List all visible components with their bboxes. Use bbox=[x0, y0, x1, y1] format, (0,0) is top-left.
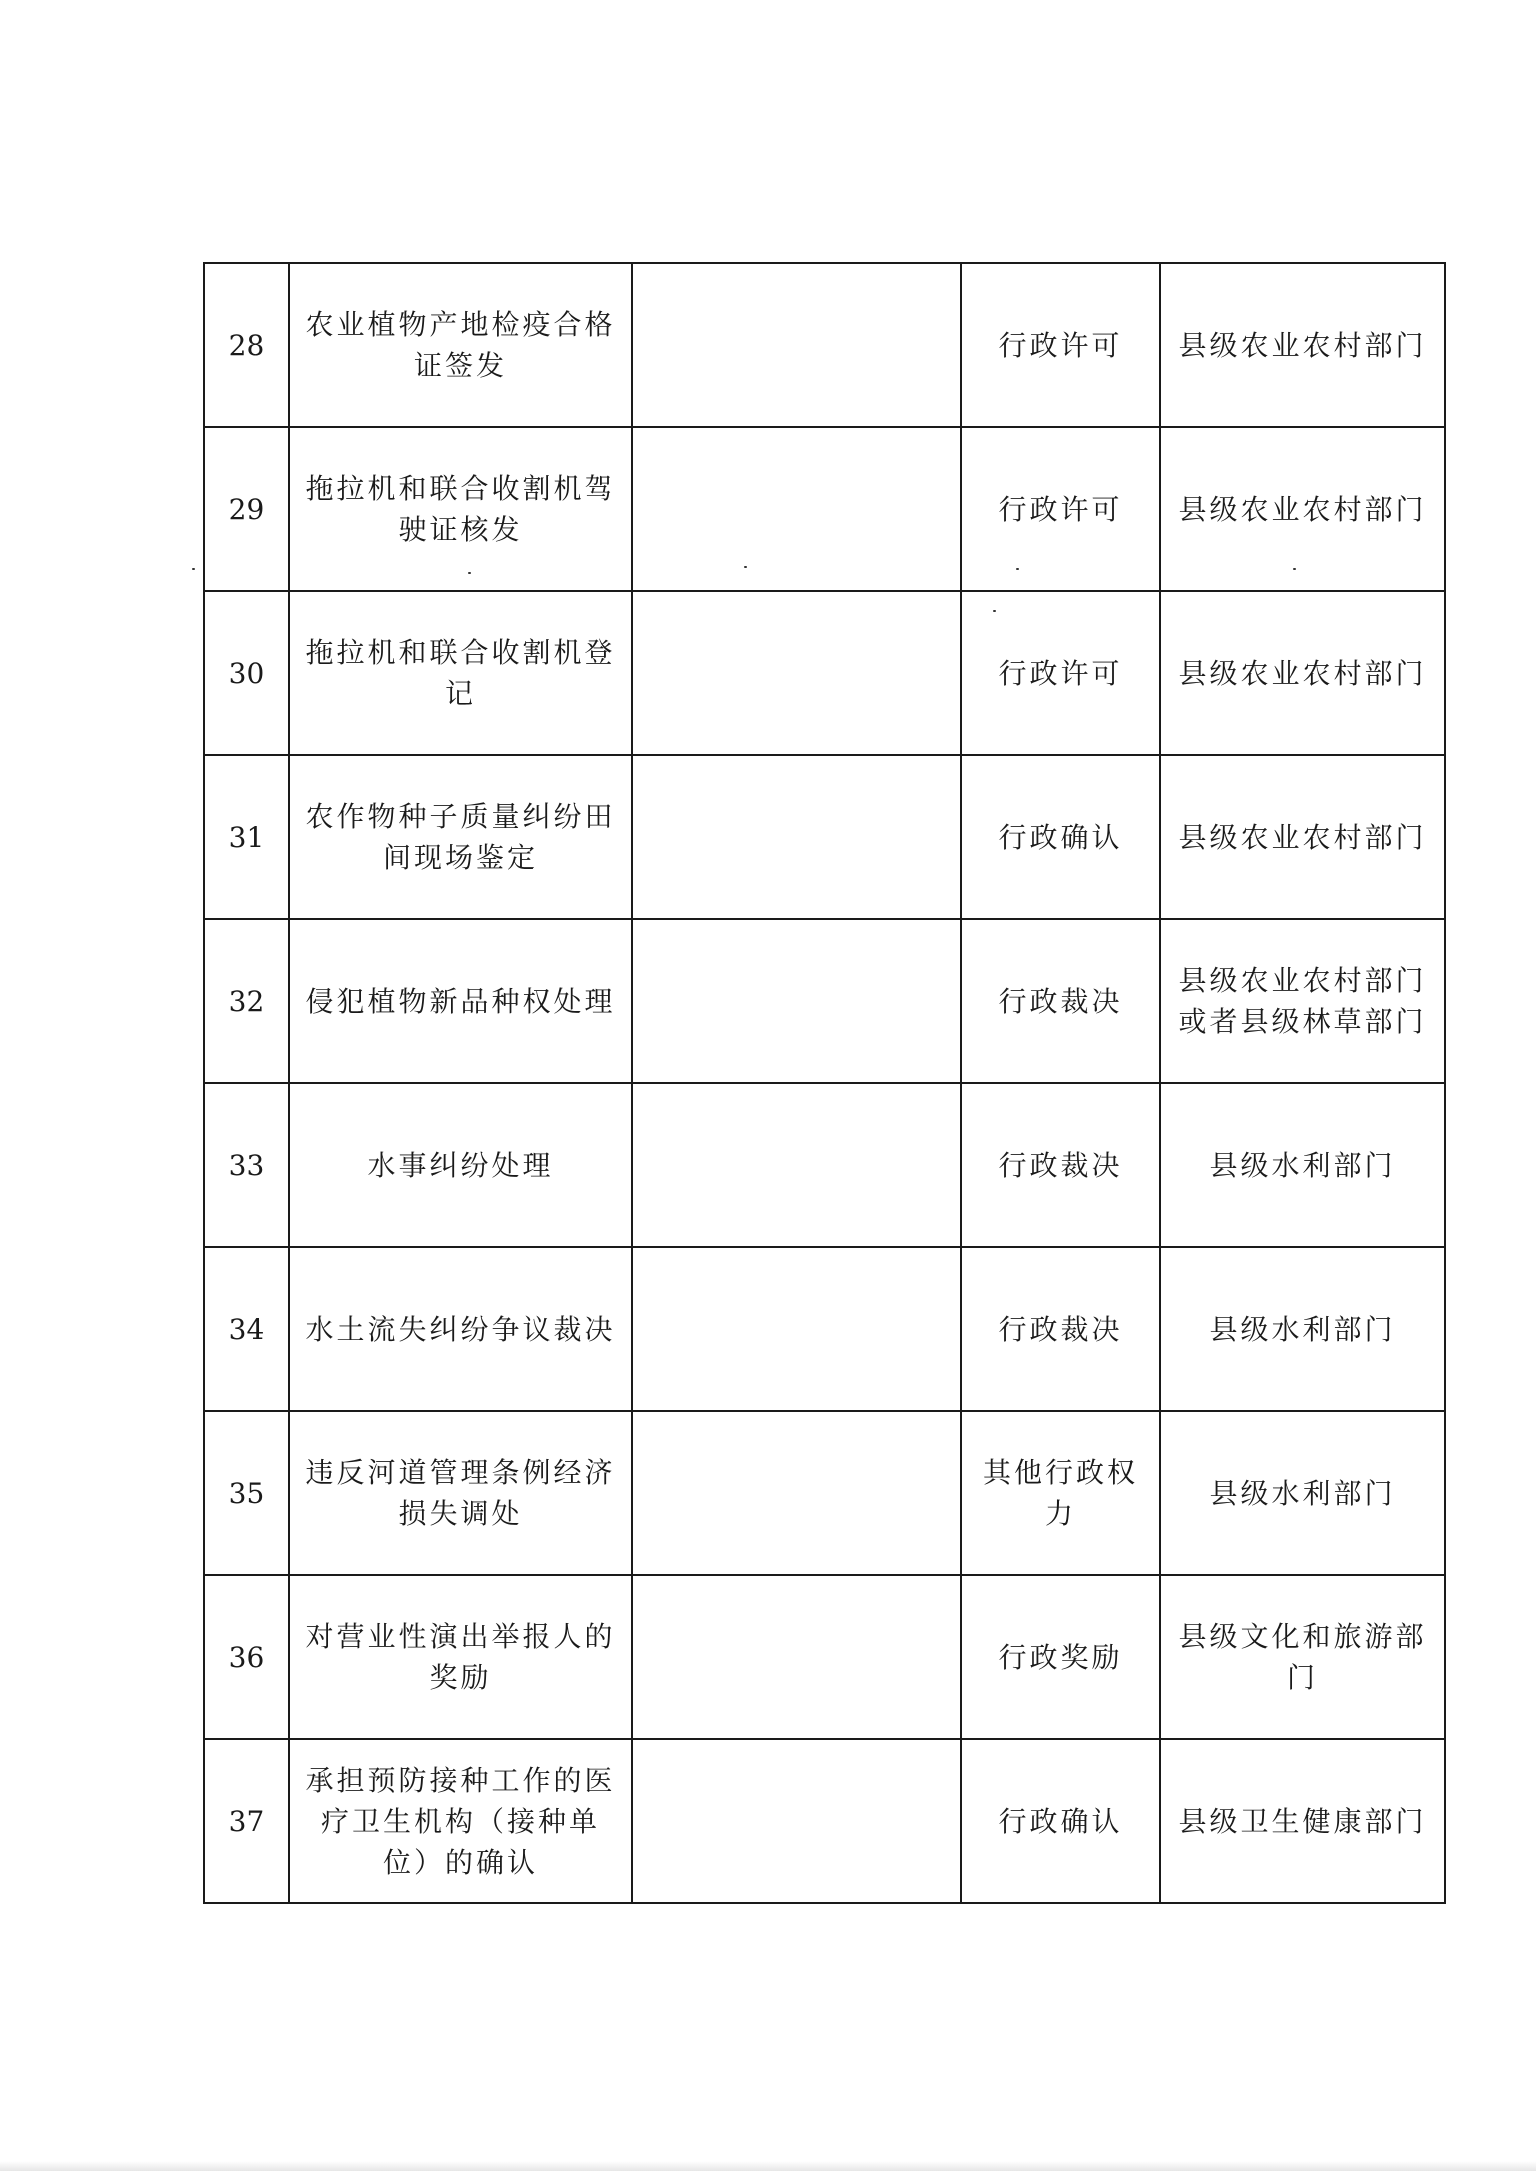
department: 县级文化和旅游部门 bbox=[1160, 1575, 1445, 1739]
table-row bbox=[204, 1411, 1445, 1575]
blank-cell bbox=[632, 919, 961, 1083]
power-type: 行政许可 bbox=[961, 427, 1160, 591]
blank-cell bbox=[632, 1739, 961, 1903]
table-row bbox=[204, 427, 1445, 591]
power-type: 行政裁决 bbox=[961, 919, 1160, 1083]
department: 县级水利部门 bbox=[1160, 1083, 1445, 1247]
department: 县级卫生健康部门 bbox=[1160, 1739, 1445, 1903]
item-name: 侵犯植物新品种权处理 bbox=[289, 919, 632, 1083]
blank-cell bbox=[632, 1083, 961, 1247]
table-row bbox=[204, 1739, 1445, 1903]
scan-speck bbox=[192, 568, 195, 570]
scan-edge-shadow bbox=[0, 2161, 1536, 2171]
blank-cell bbox=[632, 427, 961, 591]
scan-speck bbox=[1293, 568, 1296, 570]
power-type: 其他行政权力 bbox=[961, 1411, 1160, 1575]
row-number: 33 bbox=[204, 1083, 289, 1247]
power-type: 行政裁决 bbox=[961, 1083, 1160, 1247]
power-type: 行政许可 bbox=[961, 591, 1160, 755]
blank-cell bbox=[632, 263, 961, 427]
department: 县级水利部门 bbox=[1160, 1247, 1445, 1411]
department: 县级农业农村部门 bbox=[1160, 755, 1445, 919]
row-number: 37 bbox=[204, 1739, 289, 1903]
row-number: 28 bbox=[204, 263, 289, 427]
item-name: 对营业性演出举报人的奖励 bbox=[289, 1575, 632, 1739]
department: 县级农业农村部门 bbox=[1160, 263, 1445, 427]
row-number: 32 bbox=[204, 919, 289, 1083]
item-name: 农作物种子质量纠纷田间现场鉴定 bbox=[289, 755, 632, 919]
blank-cell bbox=[632, 591, 961, 755]
blank-cell bbox=[632, 755, 961, 919]
department: 县级农业农村部门或者县级林草部门 bbox=[1160, 919, 1445, 1083]
table-row bbox=[204, 1575, 1445, 1739]
power-type: 行政确认 bbox=[961, 1739, 1160, 1903]
power-type: 行政确认 bbox=[961, 755, 1160, 919]
power-type: 行政许可 bbox=[961, 263, 1160, 427]
row-number: 29 bbox=[204, 427, 289, 591]
row-number: 35 bbox=[204, 1411, 289, 1575]
scan-speck bbox=[468, 572, 471, 574]
blank-cell bbox=[632, 1411, 961, 1575]
blank-cell bbox=[632, 1247, 961, 1411]
item-name: 拖拉机和联合收割机驾驶证核发 bbox=[289, 427, 632, 591]
table-row bbox=[204, 1083, 1445, 1247]
blank-cell bbox=[632, 1575, 961, 1739]
table-row bbox=[204, 919, 1445, 1083]
scan-speck bbox=[993, 610, 996, 612]
table-row bbox=[204, 755, 1445, 919]
power-list-table bbox=[203, 262, 1446, 1904]
table-row bbox=[204, 263, 1445, 427]
scan-speck bbox=[744, 566, 747, 568]
department: 县级农业农村部门 bbox=[1160, 427, 1445, 591]
table-row bbox=[204, 591, 1445, 755]
power-type: 行政奖励 bbox=[961, 1575, 1160, 1739]
table-row bbox=[204, 1247, 1445, 1411]
item-name: 拖拉机和联合收割机登记 bbox=[289, 591, 632, 755]
item-name: 水土流失纠纷争议裁决 bbox=[289, 1247, 632, 1411]
table-body bbox=[204, 263, 1445, 1903]
item-name: 水事纠纷处理 bbox=[289, 1083, 632, 1247]
item-name: 农业植物产地检疫合格证签发 bbox=[289, 263, 632, 427]
row-number: 30 bbox=[204, 591, 289, 755]
row-number: 31 bbox=[204, 755, 289, 919]
power-type: 行政裁决 bbox=[961, 1247, 1160, 1411]
department: 县级水利部门 bbox=[1160, 1411, 1445, 1575]
department: 县级农业农村部门 bbox=[1160, 591, 1445, 755]
scan-speck bbox=[1016, 568, 1019, 570]
row-number: 36 bbox=[204, 1575, 289, 1739]
item-name: 承担预防接种工作的医疗卫生机构（接种单位）的确认 bbox=[289, 1739, 632, 1903]
item-name: 违反河道管理条例经济损失调处 bbox=[289, 1411, 632, 1575]
row-number: 34 bbox=[204, 1247, 289, 1411]
